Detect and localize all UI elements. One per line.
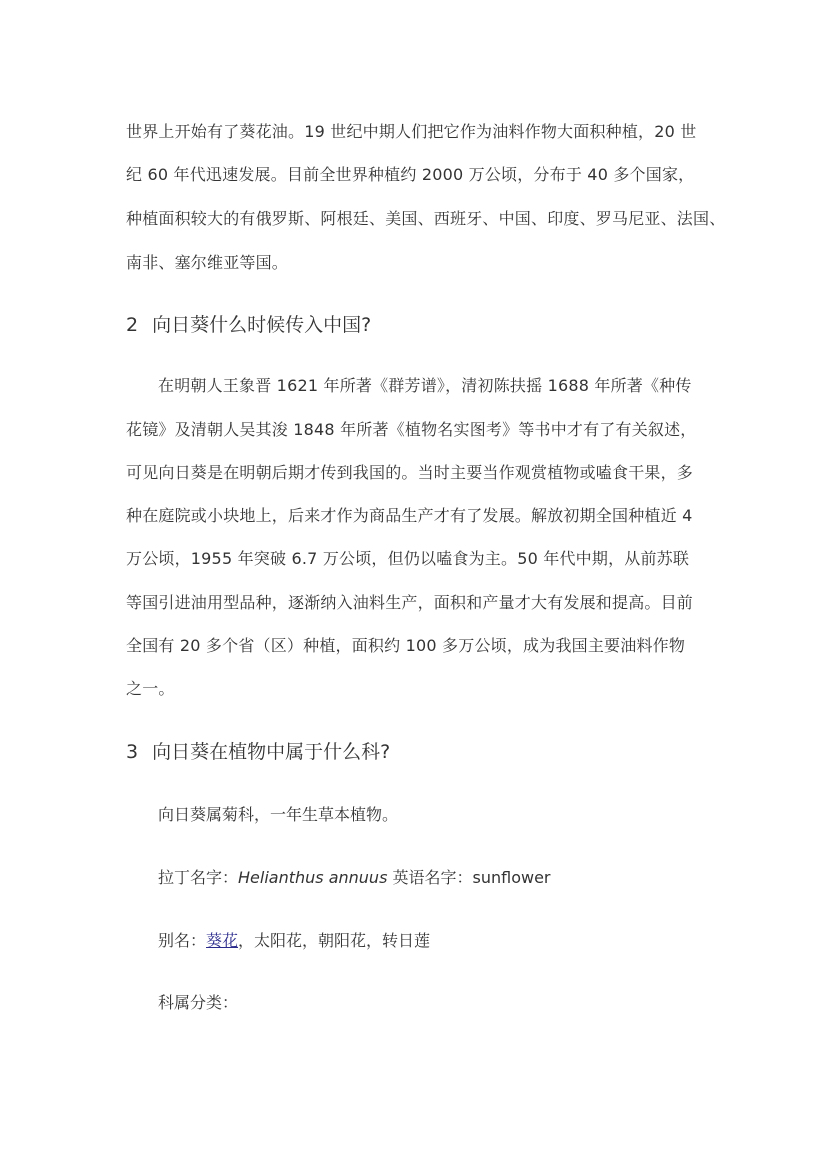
alias-label: 别名： (158, 931, 207, 950)
intro-line-2: 纪 60 年代迅速发展。目前全世界种植约 2000 万公顷，分布于 40 多个国家， (126, 165, 695, 184)
section-2-line-7: 全国有 20 多个省（区）种植，面积约 100 多万公顷，成为我国主要油料作物 (126, 636, 686, 655)
section-2-line-2: 花镜》及清朝人吴其浚 1848 年所著《植物名实图考》等书中才有了有关叙述， (126, 420, 697, 439)
section-2-heading (126, 312, 371, 338)
family-text: 向日葵属菊科，一年生草本植物。 (158, 805, 399, 824)
section-2-title: 向日葵什么时候传入中国? (152, 314, 372, 336)
intro-line-1: 世界上开始有了葵花油。19 世纪中期人们把它作为油料作物大面积种植，20 世 (126, 122, 697, 141)
section-2-line-6: 等国引进油用型品种，逐渐纳入油料生产，面积和产量才大有发展和提高。目前 (126, 593, 694, 612)
intro-line-3: 种植面积较大的有俄罗斯、阿根廷、美国、西班牙、中国、印度、罗马尼亚、法国、 (126, 209, 726, 228)
classification-label: 科属分类： (158, 993, 239, 1012)
section-2-number: 2 (126, 314, 139, 336)
section-2-line-3: 可见向日葵是在明朝后期才传到我国的。当时主要当作观赏植物或嗑食干果，多 (126, 463, 694, 482)
latin-name: Helianthus annuus (238, 868, 388, 887)
english-label: 英语名字：sunflower (387, 868, 551, 887)
name-field (158, 867, 551, 889)
section-3-heading (126, 739, 390, 765)
latin-label: 拉丁名字： (158, 868, 239, 887)
section-3-number: 3 (126, 741, 139, 763)
alias-field (158, 930, 430, 952)
section-2-line-8: 之一。 (126, 679, 175, 698)
section-2-line-5: 万公顷，1955 年突破 6.7 万公顷，但仍以嗑食为主。50 年代中期，从前苏联 (126, 549, 690, 568)
section-3-title: 向日葵在植物中属于什么科? (152, 741, 391, 763)
alias-link-kuihua[interactable]: 葵花 (206, 931, 239, 950)
section-2-line-4: 种在庭院或小块地上，后来才作为商品生产才有了发展。解放初期全国种植近 4 (126, 506, 693, 525)
section-2-line-1: 在明朝人王象晋 1621 年所著《群芳谱》，清初陈扶摇 1688 年所著《种传 (158, 376, 692, 395)
alias-rest: ，太阳花，朝阳花，转日莲 (238, 931, 431, 950)
intro-line-4: 南非、塞尔维亚等国。 (126, 253, 289, 272)
